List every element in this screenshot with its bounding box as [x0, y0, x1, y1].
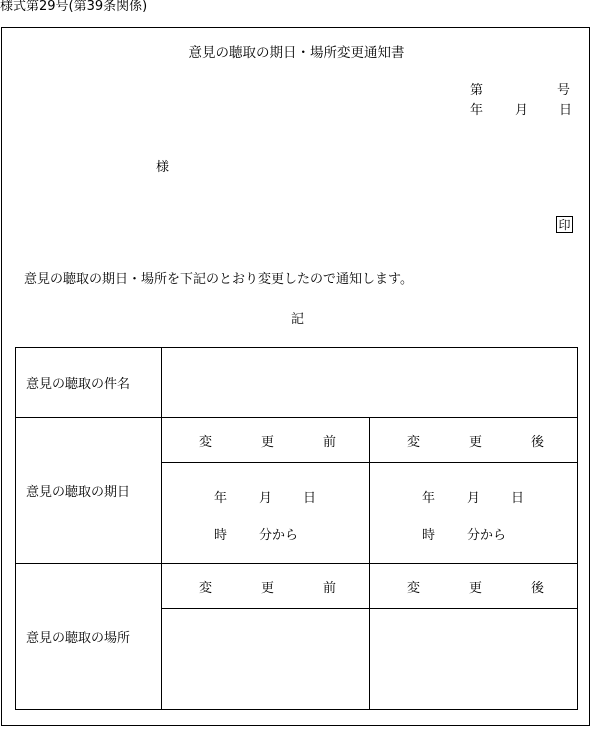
place-before-char-2: 更	[260, 580, 274, 596]
document-number-line	[470, 84, 570, 97]
place-after-cell	[370, 609, 578, 710]
before-hour: 時	[214, 528, 228, 543]
place-after-char-2: 更	[468, 580, 482, 596]
date-header-row	[16, 418, 578, 463]
after-char-3: 後	[530, 434, 544, 450]
place-before-cell	[162, 609, 370, 710]
date-year: 年	[470, 103, 484, 118]
addressee-suffix: 様	[156, 160, 170, 175]
before-month: 月	[259, 491, 273, 506]
after-minute-from: 分から	[467, 528, 507, 543]
date-before-cell	[162, 463, 370, 564]
date-after-header	[370, 418, 578, 463]
ki-heading: 記	[291, 312, 305, 327]
date-month: 月	[515, 103, 529, 118]
before-day: 日	[303, 491, 317, 506]
case-name-label: 意見の聴取の件名	[16, 348, 162, 418]
after-month: 月	[467, 491, 481, 506]
place-after-header	[370, 564, 578, 609]
after-char-1: 変	[407, 434, 421, 450]
place-before-char-3: 前	[322, 580, 336, 596]
date-before-header	[162, 418, 370, 463]
number-gou: 号	[556, 83, 570, 98]
case-name-value-cell	[162, 348, 578, 418]
form-number-label: 様式第29号(第39条関係)	[0, 0, 148, 14]
notice-body-text: 意見の聴取の期日・場所を下記のとおり変更したので通知します。	[24, 272, 413, 287]
number-dai: 第	[470, 83, 484, 98]
before-char-3: 前	[322, 434, 336, 450]
before-year: 年	[214, 491, 228, 506]
place-after-char-1: 変	[407, 580, 421, 596]
date-after-cell	[370, 463, 578, 564]
place-before-header	[162, 564, 370, 609]
place-before-char-1: 変	[199, 580, 213, 596]
date-label: 意見の聴取の期日	[16, 418, 162, 564]
after-hour: 時	[422, 528, 436, 543]
after-char-2: 更	[468, 434, 482, 450]
after-day: 日	[511, 491, 525, 506]
before-char-1: 変	[199, 434, 213, 450]
place-after-char-3: 後	[530, 580, 544, 596]
seal-mark: 印	[556, 216, 573, 233]
before-minute-from: 分から	[259, 528, 299, 543]
after-year: 年	[422, 491, 436, 506]
place-label: 意見の聴取の場所	[16, 564, 162, 710]
case-name-row	[16, 348, 578, 418]
place-header-row	[16, 564, 578, 609]
details-table	[15, 347, 578, 710]
document-title: 意見の聴取の期日・場所変更通知書	[188, 45, 405, 61]
date-day: 日	[559, 103, 573, 118]
before-char-2: 更	[260, 434, 274, 450]
